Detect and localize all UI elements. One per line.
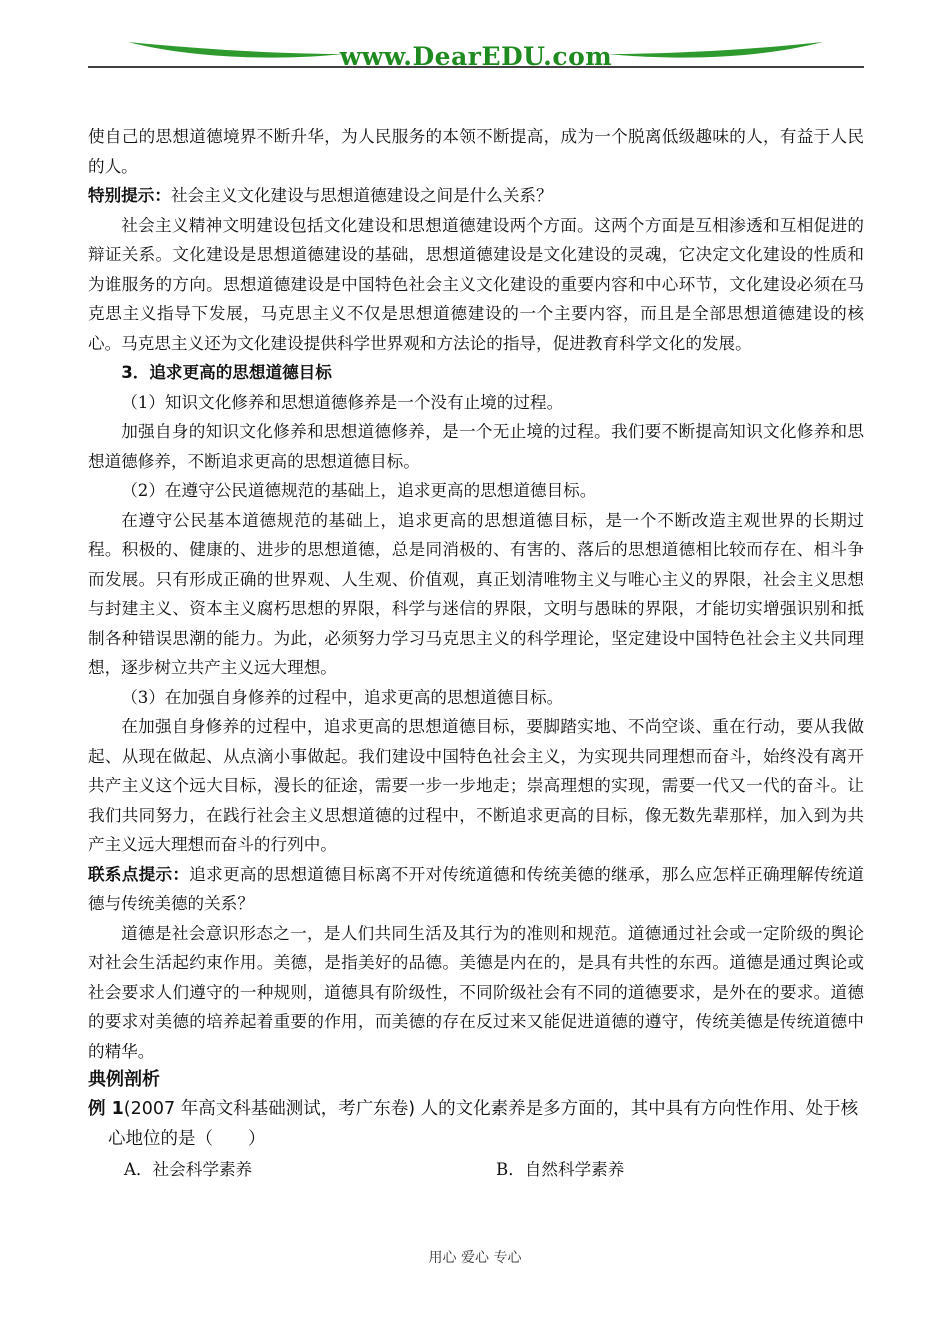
document-body xyxy=(88,122,864,1186)
tip-label: 联系点提示： xyxy=(88,864,190,884)
sub-point: （2）在遵守公民道德规范的基础上，追求更高的思想道德目标。 xyxy=(121,481,597,500)
example-number: 例 1 xyxy=(88,1099,124,1119)
example-text: (2007 年高文科基础测试，考广东卷) 人的文化素养是多方面的，其中具有方向性作用、处于核心地位的是（ ） xyxy=(108,1099,859,1149)
paragraph: 道德是社会意识形态之一，是人们共同生活及其行为的准则和规范。道德通过社会或一定阶级的舆论对社会生活起约束作用。美德，是指美好的品德。美德是内在的，是具有共性的东西。道德是通过舆论或社会要求人们遵守的一种规则，道德具有阶级性，不同阶级社会有不同的道德要求，是外在的要求。道德的要求对美德的培养起着重要的作用，而美德的存在反过来又能促进道德的遵守，传统美德是传统道德中的精华。 xyxy=(88,923,864,1061)
option-b[interactable]: B．自然科学素养 xyxy=(496,1160,625,1179)
tip-label: 特别提示： xyxy=(88,186,171,205)
page-footer: 用心 爱心 专心 xyxy=(428,1250,522,1266)
section-title: 典例剖析 xyxy=(88,1069,160,1090)
option-a[interactable]: A．社会科学素养 xyxy=(124,1160,253,1179)
contact-tip xyxy=(88,860,864,919)
paragraph: 使自己的思想道德境界不断升华，为人民服务的本领不断提高，成为一个脱离低级趣味的人，有益于人民的人。 xyxy=(88,127,864,176)
answer-options xyxy=(88,1154,864,1186)
site-logo[interactable]: www.DearEDU.com xyxy=(339,42,613,71)
subheading: 3．追求更高的思想道德目标 xyxy=(121,363,332,382)
paragraph: 在加强自身修养的过程中，追求更高的思想道德目标，要脚踏实地、不尚空谈、重在行动，要从我做起、从现在做起、从点滴小事做起。我们建设中国特色社会主义，为实现共同理想而奋斗，始终没有离开共产主义这个远大目标，漫长的征途，需要一步一步地走；崇高理想的实现，需要一代又一代的奋斗。让我们共同努力，在践行社会主义思想道德的过程中，不断追求更高的目标，像无数先辈那样，加入到为共产主义远大理想而奋斗的行列中。 xyxy=(88,717,864,854)
special-tip xyxy=(88,181,864,211)
example-question xyxy=(88,1094,864,1154)
tip-question: 追求更高的思想道德目标离不开对传统道德和传统美德的继承，那么应怎样正确理解传统道德与传统美德的关系？ xyxy=(88,864,865,913)
sub-point: （1）知识文化修养和思想道德修养是一个没有止境的过程。 xyxy=(121,392,564,412)
paragraph: 在遵守公民基本道德规范的基础上，追求更高的思想道德目标，是一个不断改造主观世界的长期过程。积极的、健康的、进步的思想道德，总是同消极的、有害的、落后的思想道德相比较而存在、相斗争而发展。只有形成正确的世界观、人生观、价值观，真正划清唯物主义与唯心主义的界限，社会主义思想与封建主义、资本主义腐朽思想的界限，科学与迷信的界限，文明与愚昧的界限，才能切实增强识别和抵制各种错误思潮的能力。为此，必须努力学习马克思主义的科学理论，坚定建设中国特色社会主义共同理想，逐步树立共产主义远大理想。 xyxy=(88,510,864,677)
tip-question: 社会主义文化建设与思想道德建设之间是什么关系？ xyxy=(170,186,553,205)
page-header xyxy=(88,30,864,72)
paragraph: 加强自身的知识文化修养和思想道德修养，是一个无止境的过程。我们要不断提高知识文化修养和思想道德修养，不断追求更高的思想道德目标。 xyxy=(88,422,864,471)
paragraph: 社会主义精神文明建设包括文化建设和思想道德建设两个方面。这两个方面是互相渗透和互相促进的辩证关系。文化建设是思想道德建设的基础，思想道德建设是文化建设的灵魂，它决定文化建设的性质和为谁服务的方向。思想道德建设是中国特色社会主义文化建设的重要内容和中心环节，文化建设必须在马克思主义指导下发展，马克思主义不仅是思想道德建设的一个主要内容，而且是全部思想道德建设的核心。马克思主义还为文化建设提供科学世界观和方法论的指导，促进教育科学文化的发展。 xyxy=(88,215,864,353)
sub-point: （3）在加强自身修养的过程中，追求更高的思想道德目标。 xyxy=(121,687,564,707)
